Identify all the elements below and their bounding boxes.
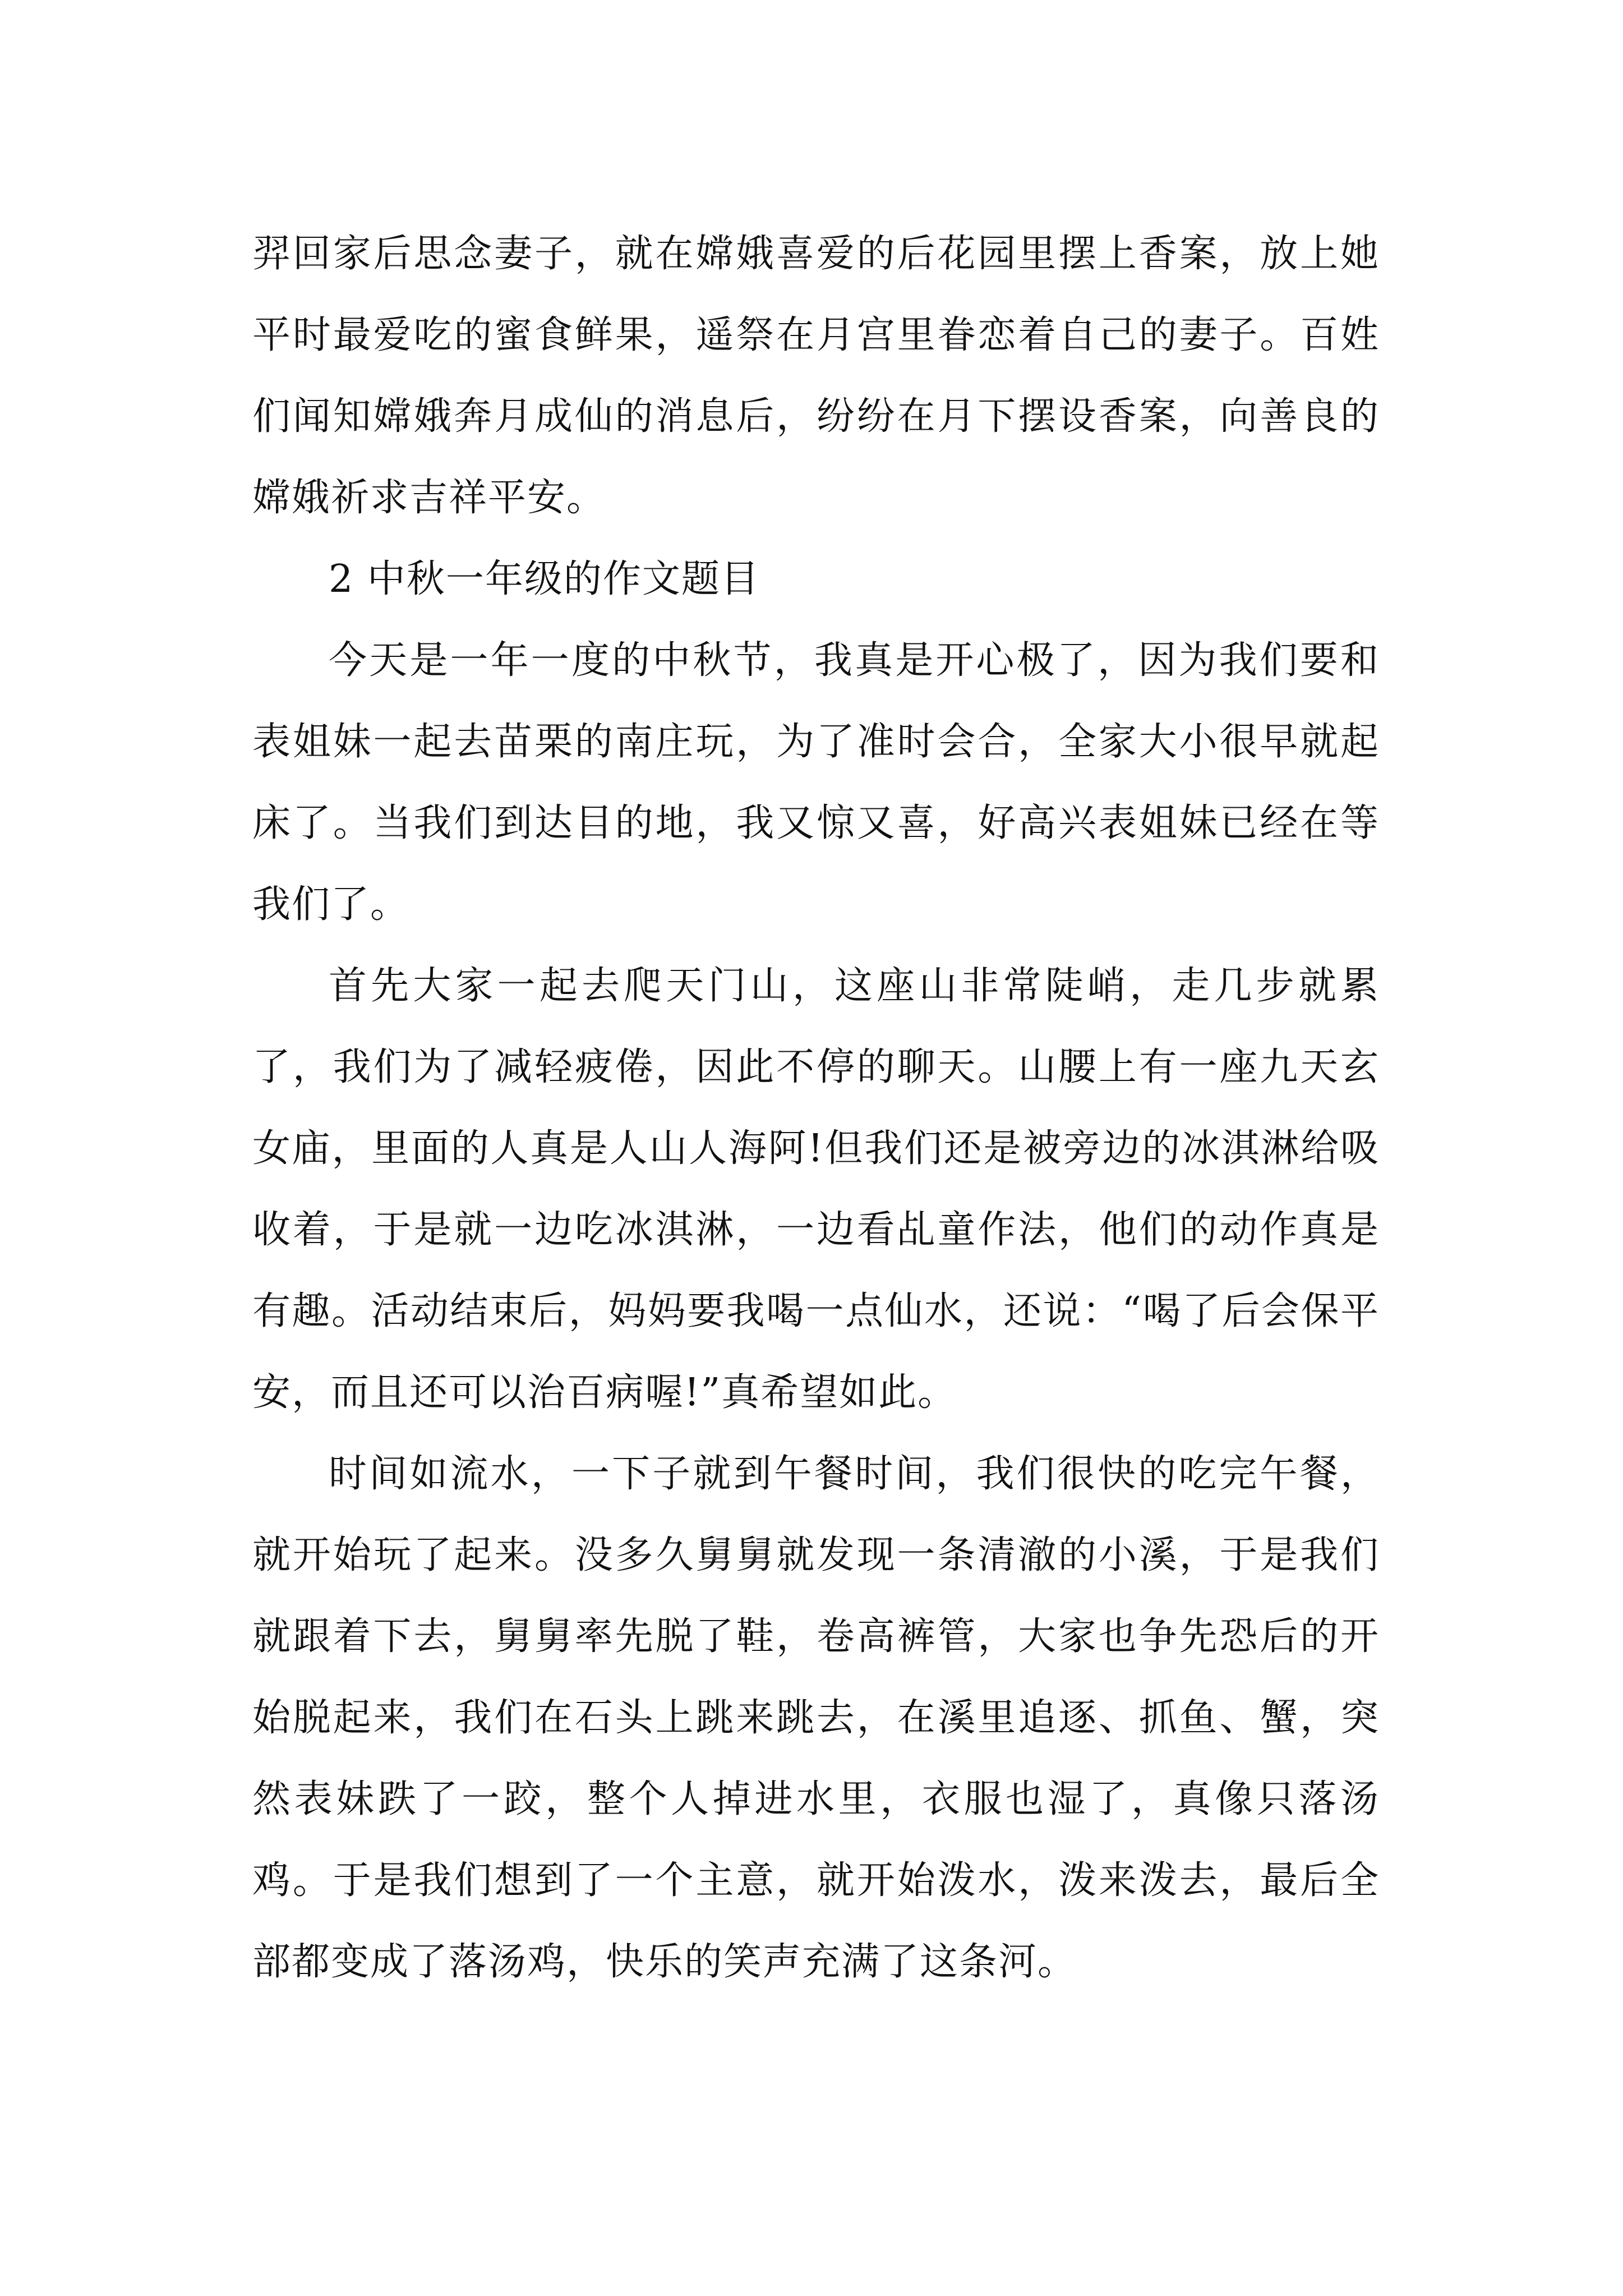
section-heading: 2 中秋一年级的作文题目 bbox=[329, 557, 760, 601]
body-text bbox=[252, 213, 1380, 2003]
paragraph-stream: 时间如流水，一下子就到午餐时间，我们很快的吃完午餐，就开始玩了起来。没多久舅舅就发现一条清澈的小溪，于是我们就跟着下去，舅舅率先脱了鞋，卷高裤管，大家也争先恐后的开始脱起来，我们在石头上跳来跳去，在溪里追逐、抓鱼、蟹，突然表妹跌了一跤，整个人掉进水里，衣服也湿了，真像只落汤鸡。于是我们想到了一个主意，就开始泼水，泼来泼去，最后全部都变成了落汤鸡，快乐的笑声充满了这条河。 bbox=[252, 1452, 1380, 1984]
paragraph-mountain: 首先大家一起去爬天门山，这座山非常陡峭，走几步就累了，我们为了减轻疲倦，因此不停的聊天。山腰上有一座九天玄女庙，里面的人真是人山人海阿!但我们还是被旁边的冰淇淋给吸收着，于是就一边吃冰淇淋，一边看乩童作法，他们的动作真是有趣。活动结束后，妈妈要我喝一点仙水，还说：“喝了后会保平安，而且还可以治百病喔!”真希望如此。 bbox=[252, 964, 1380, 1415]
paragraph-intro: 今天是一年一度的中秋节，我真是开心极了，因为我们要和表姐妹一起去苗栗的南庄玩，为了准时会合，全家大小很早就起床了。当我们到达目的地，我又惊又喜，好高兴表姐妹已经在等我们了。 bbox=[252, 638, 1380, 927]
paragraph-story-ending: 羿回家后思念妻子，就在嫦娥喜爱的后花园里摆上香案，放上她平时最爱吃的蜜食鲜果，遥祭在月宫里眷恋着自己的妻子。百姓们闻知嫦娥奔月成仙的消息后，纷纷在月下摆设香案，向善良的嫦娥祈求吉祥平安。 bbox=[252, 232, 1380, 520]
